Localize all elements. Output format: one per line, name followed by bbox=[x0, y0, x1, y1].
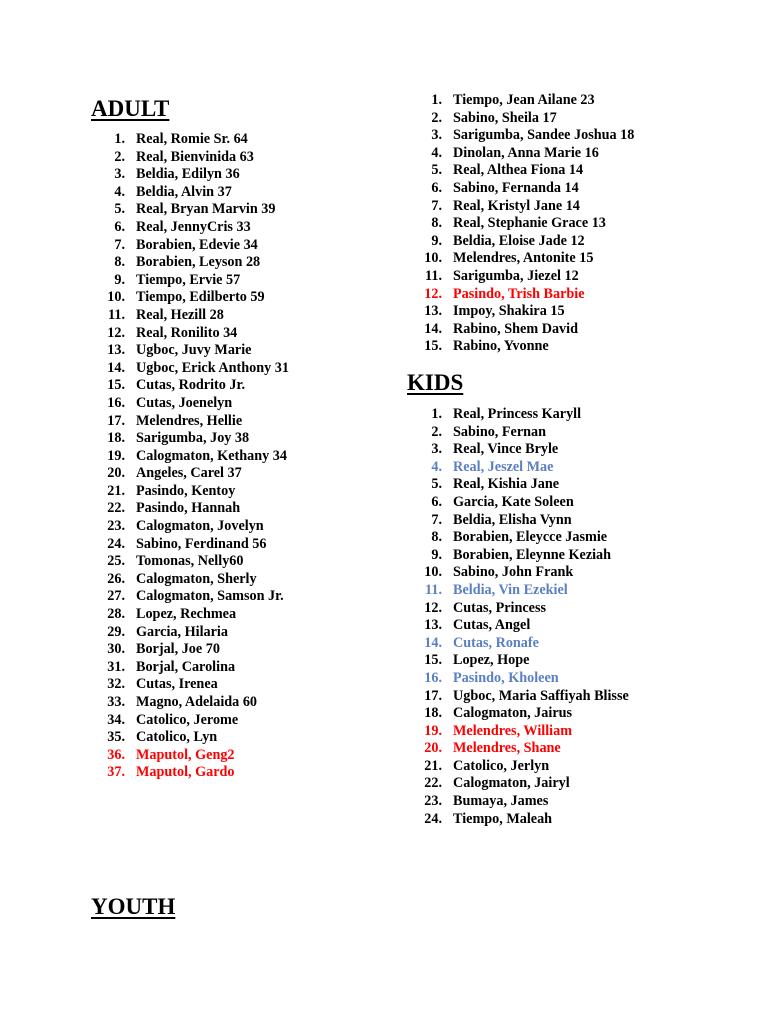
adult-list bbox=[102, 131, 289, 782]
list-item-name: Tomonas, Nelly60 bbox=[136, 553, 244, 570]
list-item bbox=[102, 624, 289, 642]
list-item bbox=[102, 360, 289, 378]
list-item-name: Melendres, William bbox=[453, 722, 573, 739]
list-item bbox=[419, 459, 629, 477]
list-item-number: 9. bbox=[114, 271, 125, 288]
list-item-name: Borjal, Carolina bbox=[136, 658, 236, 675]
list-item-name: Ugboc, Juvy Marie bbox=[136, 342, 252, 359]
list-item-number: 23. bbox=[424, 793, 442, 810]
list-item bbox=[419, 180, 634, 198]
list-item-name: Sabino, Ferdinand 56 bbox=[136, 535, 267, 552]
list-item-number: 15. bbox=[424, 652, 442, 669]
list-item-name: Real, Princess Karyll bbox=[453, 406, 582, 422]
list-item-number: 18. bbox=[107, 430, 125, 447]
list-item-name: Melendres, Antonite 15 bbox=[453, 250, 594, 267]
list-item bbox=[419, 424, 629, 442]
youth-list bbox=[419, 92, 634, 356]
list-item-name: Garcia, Hilaria bbox=[136, 623, 228, 640]
list-item-number: 20. bbox=[107, 465, 125, 482]
list-item bbox=[102, 747, 289, 765]
list-item bbox=[419, 670, 629, 688]
list-item-number: 34. bbox=[107, 711, 125, 728]
list-item-name: Calogmaton, Jairyl bbox=[453, 775, 570, 792]
list-item-name: Tiempo, Maleah bbox=[453, 810, 553, 827]
list-item-number: 9. bbox=[431, 232, 442, 249]
list-item-number: 15. bbox=[424, 338, 442, 355]
list-item-name: Magno, Adelaida 60 bbox=[136, 694, 258, 710]
list-item bbox=[102, 237, 289, 255]
list-item-name: Calogmaton, Jairus bbox=[453, 705, 573, 722]
list-item-number: 9. bbox=[431, 546, 442, 563]
list-item-number: 26. bbox=[107, 570, 125, 587]
list-item bbox=[102, 219, 289, 237]
list-item-name: Sabino, John Frank bbox=[453, 564, 574, 581]
list-item bbox=[102, 536, 289, 554]
list-item-number: 3. bbox=[114, 166, 125, 183]
list-item bbox=[419, 635, 629, 653]
list-item-name: Sarigumba, Sandee Joshua 18 bbox=[453, 127, 635, 144]
list-item-name: Beldia, Alvin 37 bbox=[136, 183, 232, 200]
list-item-number: 6. bbox=[431, 179, 442, 196]
list-item-number: 2. bbox=[431, 109, 442, 126]
list-item bbox=[419, 582, 629, 600]
list-item-name: Sabino, Fernanda 14 bbox=[453, 179, 579, 196]
list-item-number: 20. bbox=[424, 740, 442, 757]
list-item bbox=[419, 688, 629, 706]
list-item bbox=[102, 676, 289, 694]
list-item-number: 7. bbox=[431, 511, 442, 528]
list-item-name: Real, Ronilito 34 bbox=[136, 324, 238, 341]
list-item-number: 19. bbox=[424, 722, 442, 739]
list-item-name: Beldia, Eloise Jade 12 bbox=[453, 232, 585, 249]
list-item-number: 21. bbox=[107, 482, 125, 499]
list-item bbox=[102, 641, 289, 659]
list-item-name: Sabino, Fernan bbox=[453, 423, 547, 440]
list-item-number: 18. bbox=[424, 705, 442, 722]
list-item bbox=[102, 694, 289, 712]
list-item-number: 1. bbox=[114, 131, 125, 147]
list-item bbox=[419, 811, 629, 829]
list-item-name: Real, Romie Sr. 64 bbox=[136, 131, 248, 147]
list-item-name: Catolico, Lyn bbox=[136, 729, 218, 746]
list-item-number: 17. bbox=[107, 412, 125, 429]
list-item bbox=[419, 494, 629, 512]
list-item bbox=[419, 740, 629, 758]
list-item-name: Calogmaton, Samson Jr. bbox=[136, 588, 284, 605]
list-item-name: Calogmaton, Sherly bbox=[136, 570, 257, 587]
list-item-name: Sabino, Sheila 17 bbox=[453, 109, 557, 126]
list-item-name: Tiempo, Jean Ailane 23 bbox=[453, 92, 595, 108]
list-item-name: Calogmaton, Kethany 34 bbox=[136, 447, 287, 464]
list-item-number: 37. bbox=[107, 764, 125, 781]
list-item-number: 6. bbox=[114, 218, 125, 235]
list-item-name: Maputol, Gardo bbox=[136, 764, 235, 781]
list-item-number: 4. bbox=[114, 183, 125, 200]
list-item-name: Pasindo, Kholeen bbox=[453, 669, 559, 686]
list-item bbox=[102, 289, 289, 307]
list-item bbox=[419, 547, 629, 565]
list-item bbox=[419, 110, 634, 128]
list-item bbox=[102, 166, 289, 184]
list-item-number: 22. bbox=[424, 775, 442, 792]
list-item-name: Sarigumba, Jiezel 12 bbox=[453, 267, 579, 284]
list-item bbox=[102, 377, 289, 395]
list-item-name: Cutas, Irenea bbox=[136, 676, 218, 693]
list-item-name: Lopez, Hope bbox=[453, 652, 530, 669]
list-item-name: Cutas, Ronafe bbox=[453, 634, 539, 651]
list-item-name: Beldia, Elisha Vynn bbox=[453, 511, 572, 528]
list-item-number: 3. bbox=[431, 127, 442, 144]
list-item-name: Cutas, Rodrito Jr. bbox=[136, 377, 246, 394]
list-item-name: Cutas, Princess bbox=[453, 599, 547, 616]
list-item bbox=[102, 518, 289, 536]
list-item bbox=[419, 406, 629, 424]
list-item-number: 4. bbox=[431, 144, 442, 161]
list-item-name: Tiempo, Ervie 57 bbox=[136, 271, 241, 288]
list-item bbox=[102, 448, 289, 466]
list-item-name: Borabien, Eleynne Keziah bbox=[453, 546, 612, 563]
list-item bbox=[102, 342, 289, 360]
list-item-number: 13. bbox=[107, 342, 125, 359]
list-item-number: 1. bbox=[431, 92, 442, 108]
list-item-name: Real, Kishia Jane bbox=[453, 476, 560, 493]
list-item bbox=[419, 723, 629, 741]
list-item bbox=[102, 430, 289, 448]
list-item-number: 35. bbox=[107, 729, 125, 746]
list-item-number: 24. bbox=[107, 535, 125, 552]
list-item bbox=[419, 162, 634, 180]
list-item-number: 22. bbox=[107, 500, 125, 517]
list-item bbox=[419, 617, 629, 635]
list-item-number: 11. bbox=[425, 267, 442, 284]
list-item-number: 2. bbox=[114, 148, 125, 165]
list-item-number: 4. bbox=[431, 458, 442, 475]
list-item-name: Impoy, Shakira 15 bbox=[453, 303, 565, 320]
list-item-name: Melendres, Hellie bbox=[136, 412, 243, 429]
list-item-number: 14. bbox=[424, 634, 442, 651]
list-item bbox=[102, 483, 289, 501]
kids-heading: KIDS bbox=[407, 370, 464, 395]
list-item-number: 8. bbox=[114, 254, 125, 271]
list-item bbox=[102, 764, 289, 782]
list-item bbox=[419, 233, 634, 251]
list-item-number: 14. bbox=[107, 359, 125, 376]
list-item-name: Real, Jeszel Mae bbox=[453, 458, 554, 475]
list-item bbox=[102, 325, 289, 343]
list-item-number: 15. bbox=[107, 377, 125, 394]
list-item-number: 32. bbox=[107, 676, 125, 693]
list-item-number: 7. bbox=[431, 197, 442, 214]
list-item-name: Garcia, Kate Soleen bbox=[453, 493, 574, 510]
list-item bbox=[102, 659, 289, 677]
list-item bbox=[102, 307, 289, 325]
list-item-number: 6. bbox=[431, 493, 442, 510]
list-item bbox=[419, 476, 629, 494]
list-item bbox=[419, 775, 629, 793]
list-item bbox=[102, 413, 289, 431]
list-item bbox=[419, 127, 634, 145]
list-item bbox=[419, 215, 634, 233]
list-item-name: Real, Kristyl Jane 14 bbox=[453, 197, 580, 214]
list-item bbox=[419, 512, 629, 530]
list-item bbox=[419, 321, 634, 339]
kids-list bbox=[419, 406, 629, 828]
list-item bbox=[419, 529, 629, 547]
list-item bbox=[419, 268, 634, 286]
list-item bbox=[419, 338, 634, 356]
list-item bbox=[419, 705, 629, 723]
list-item-number: 13. bbox=[424, 303, 442, 320]
list-item-name: Real, JennyCris 33 bbox=[136, 218, 251, 235]
list-item-name: Real, Vince Bryle bbox=[453, 441, 559, 458]
list-item-number: 10. bbox=[107, 289, 125, 306]
list-item-number: 5. bbox=[431, 162, 442, 179]
list-item-name: Pasindo, Kentoy bbox=[136, 482, 236, 499]
list-item bbox=[419, 145, 634, 163]
list-item-name: Maputol, Geng2 bbox=[136, 746, 235, 763]
list-item bbox=[102, 131, 289, 149]
list-item-number: 29. bbox=[107, 623, 125, 640]
list-item-number: 8. bbox=[431, 215, 442, 232]
list-item bbox=[102, 729, 289, 747]
list-item-name: Borabien, Eleycce Jasmie bbox=[453, 529, 608, 546]
list-item-number: 5. bbox=[114, 201, 125, 218]
adult-heading: ADULT bbox=[91, 96, 170, 121]
list-item bbox=[102, 588, 289, 606]
list-item-number: 12. bbox=[107, 324, 125, 341]
list-item bbox=[102, 712, 289, 730]
list-item bbox=[102, 254, 289, 272]
list-item-number: 12. bbox=[424, 599, 442, 616]
list-item-name: Real, Bienvinida 63 bbox=[136, 148, 254, 165]
list-item bbox=[419, 793, 629, 811]
list-item-number: 16. bbox=[107, 394, 125, 411]
list-item-number: 24. bbox=[424, 810, 442, 827]
list-item-number: 33. bbox=[107, 694, 125, 710]
list-item bbox=[102, 201, 289, 219]
list-item-name: Catolico, Jerome bbox=[136, 711, 239, 728]
list-item-name: Ugboc, Erick Anthony 31 bbox=[136, 359, 289, 376]
list-item bbox=[102, 553, 289, 571]
list-item-number: 28. bbox=[107, 606, 125, 623]
youth-heading: YOUTH bbox=[91, 894, 176, 919]
list-item bbox=[419, 758, 629, 776]
list-item-name: Beldia, Edilyn 36 bbox=[136, 166, 240, 183]
list-item-number: 5. bbox=[431, 476, 442, 493]
list-item-number: 36. bbox=[107, 746, 125, 763]
list-item-number: 23. bbox=[107, 518, 125, 535]
list-item-number: 30. bbox=[107, 641, 125, 658]
list-item-number: 27. bbox=[107, 588, 125, 605]
list-item bbox=[419, 303, 634, 321]
list-item bbox=[102, 184, 289, 202]
list-item bbox=[102, 606, 289, 624]
list-item-name: Real, Hezill 28 bbox=[136, 306, 224, 323]
list-item bbox=[419, 441, 629, 459]
list-item-name: Real, Stephanie Grace 13 bbox=[453, 215, 606, 232]
list-item bbox=[419, 286, 634, 304]
list-item-number: 13. bbox=[424, 617, 442, 634]
list-item bbox=[102, 272, 289, 290]
list-item-name: Real, Bryan Marvin 39 bbox=[136, 201, 276, 218]
list-item-number: 31. bbox=[107, 658, 125, 675]
list-item-name: Beldia, Vin Ezekiel bbox=[453, 581, 568, 598]
list-item-name: Sarigumba, Joy 38 bbox=[136, 430, 250, 447]
list-item-name: Dinolan, Anna Marie 16 bbox=[453, 144, 599, 161]
list-item-number: 12. bbox=[424, 285, 442, 302]
list-item-name: Lopez, Rechmea bbox=[136, 606, 237, 623]
list-item-number: 3. bbox=[431, 441, 442, 458]
list-item-name: Angeles, Carel 37 bbox=[136, 465, 242, 482]
list-item-number: 8. bbox=[431, 529, 442, 546]
list-item-number: 2. bbox=[431, 423, 442, 440]
list-item bbox=[102, 465, 289, 483]
list-item-name: Pasindo, Hannah bbox=[136, 500, 241, 517]
list-item bbox=[419, 600, 629, 618]
list-item-name: Cutas, Joenelyn bbox=[136, 394, 233, 411]
list-item-name: Borabien, Edevie 34 bbox=[136, 236, 258, 253]
list-item bbox=[419, 198, 634, 216]
list-item bbox=[419, 652, 629, 670]
list-item bbox=[419, 92, 634, 110]
list-item-number: 1. bbox=[431, 406, 442, 422]
list-item-name: Tiempo, Edilberto 59 bbox=[136, 289, 265, 306]
list-item-number: 17. bbox=[424, 687, 442, 704]
list-item-number: 11. bbox=[108, 306, 125, 323]
list-item-name: Borjal, Joe 70 bbox=[136, 641, 220, 658]
list-item-number: 7. bbox=[114, 236, 125, 253]
list-item-number: 11. bbox=[425, 581, 442, 598]
list-item-number: 25. bbox=[107, 553, 125, 570]
list-item-number: 10. bbox=[424, 250, 442, 267]
list-item-number: 19. bbox=[107, 447, 125, 464]
list-item-name: Cutas, Angel bbox=[453, 617, 531, 634]
list-item-number: 10. bbox=[424, 564, 442, 581]
list-item bbox=[102, 149, 289, 167]
list-item-name: Rabino, Yvonne bbox=[453, 338, 549, 355]
list-item bbox=[102, 571, 289, 589]
list-item-number: 14. bbox=[424, 320, 442, 337]
list-item-name: Borabien, Leyson 28 bbox=[136, 254, 261, 271]
list-item-name: Melendres, Shane bbox=[453, 740, 561, 757]
list-item-name: Ugboc, Maria Saffiyah Blisse bbox=[453, 687, 629, 704]
list-item bbox=[102, 395, 289, 413]
list-item-name: Rabino, Shem David bbox=[453, 320, 578, 337]
list-item-name: Bumaya, James bbox=[453, 793, 549, 810]
list-item-name: Pasindo, Trish Barbie bbox=[453, 285, 585, 302]
list-item bbox=[419, 250, 634, 268]
list-item-number: 21. bbox=[424, 757, 442, 774]
list-item-name: Catolico, Jerlyn bbox=[453, 757, 550, 774]
list-item-name: Real, Althea Fiona 14 bbox=[453, 162, 584, 179]
list-item-name: Calogmaton, Jovelyn bbox=[136, 518, 264, 535]
list-item bbox=[419, 564, 629, 582]
list-item-number: 16. bbox=[424, 669, 442, 686]
list-item bbox=[102, 500, 289, 518]
